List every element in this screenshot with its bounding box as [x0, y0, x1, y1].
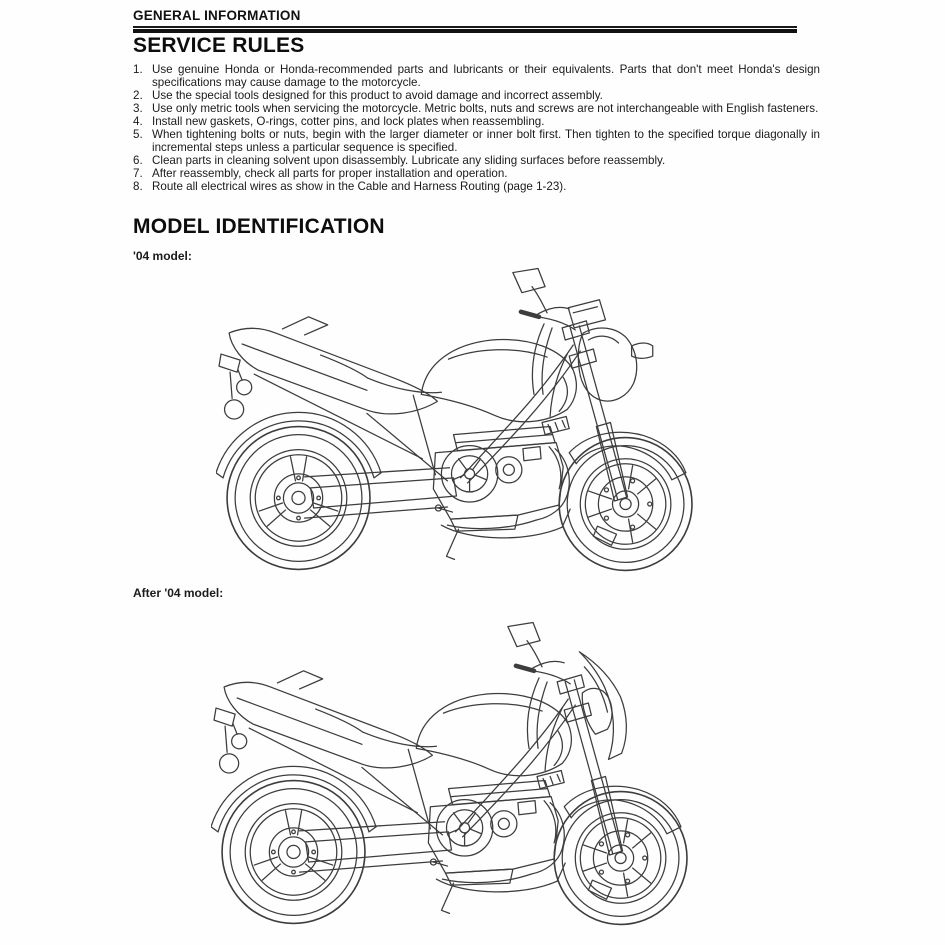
rule-number: 4. [133, 115, 143, 128]
rule-text: Use the special tools designed for this product to avoid damage and incorrect assembly. [152, 89, 603, 102]
figure-label-after-04-model: After '04 model: [133, 586, 224, 600]
rule-number: 3. [133, 102, 143, 115]
rule-number: 2. [133, 89, 143, 102]
rule-number: 7. [133, 167, 143, 180]
figure-label-04-model: '04 model: [133, 249, 192, 263]
rule-number: 6. [133, 154, 143, 167]
motorcycle-illustration-after-04-model [211, 619, 689, 934]
service-rules-list [133, 63, 820, 193]
service-rule [133, 180, 820, 193]
service-rule [133, 128, 820, 154]
rule-text: Use genuine Honda or Honda-recommended parts and lubricants or their equivalents. Parts that don't meet Honda's design specifications may cause damage to the motorcycle. [152, 63, 820, 89]
rule-number: 1. [133, 63, 143, 76]
rule-number: 5. [133, 128, 143, 141]
rule-text: Route all electrical wires as show in the Cable and Harness Routing (page 1-23). [152, 180, 567, 193]
page-header-title: GENERAL INFORMATION [133, 8, 301, 23]
round-headlight-and-instrument-pod [568, 300, 653, 401]
rule-text: Clean parts in cleaning solvent upon disassembly. Lubricate any sliding surfaces before reassembly. [152, 154, 666, 167]
service-rule [133, 115, 820, 128]
service-rule [133, 102, 820, 115]
service-rule [133, 89, 820, 102]
rule-text: After reassembly, check all parts for proper installation and operation. [152, 167, 508, 180]
header-rule-thin [133, 26, 797, 28]
service-rules-title: SERVICE RULES [133, 34, 305, 57]
angular-flyscreen-headlight [579, 652, 626, 760]
rule-text: When tightening bolts or nuts, begin with the larger diameter or inner bolt first. Then tighten to the specified torque diagonally in incremental steps unless a particular sequence is specified. [152, 128, 820, 154]
service-rule [133, 167, 820, 180]
model-identification-title: MODEL IDENTIFICATION [133, 215, 385, 238]
rule-text: Use only metric tools when servicing the motorcycle. Metric bolts, nuts and screws are not interchangeable with English fasteners. [152, 102, 819, 115]
service-rule [133, 154, 820, 167]
rule-number: 8. [133, 180, 143, 193]
header-rule-thick [133, 29, 797, 33]
rule-text: Install new gaskets, O-rings, cotter pins, and lock plates when reassembling. [152, 115, 545, 128]
service-rule [133, 63, 820, 89]
motorcycle-illustration-04-model [216, 265, 694, 580]
